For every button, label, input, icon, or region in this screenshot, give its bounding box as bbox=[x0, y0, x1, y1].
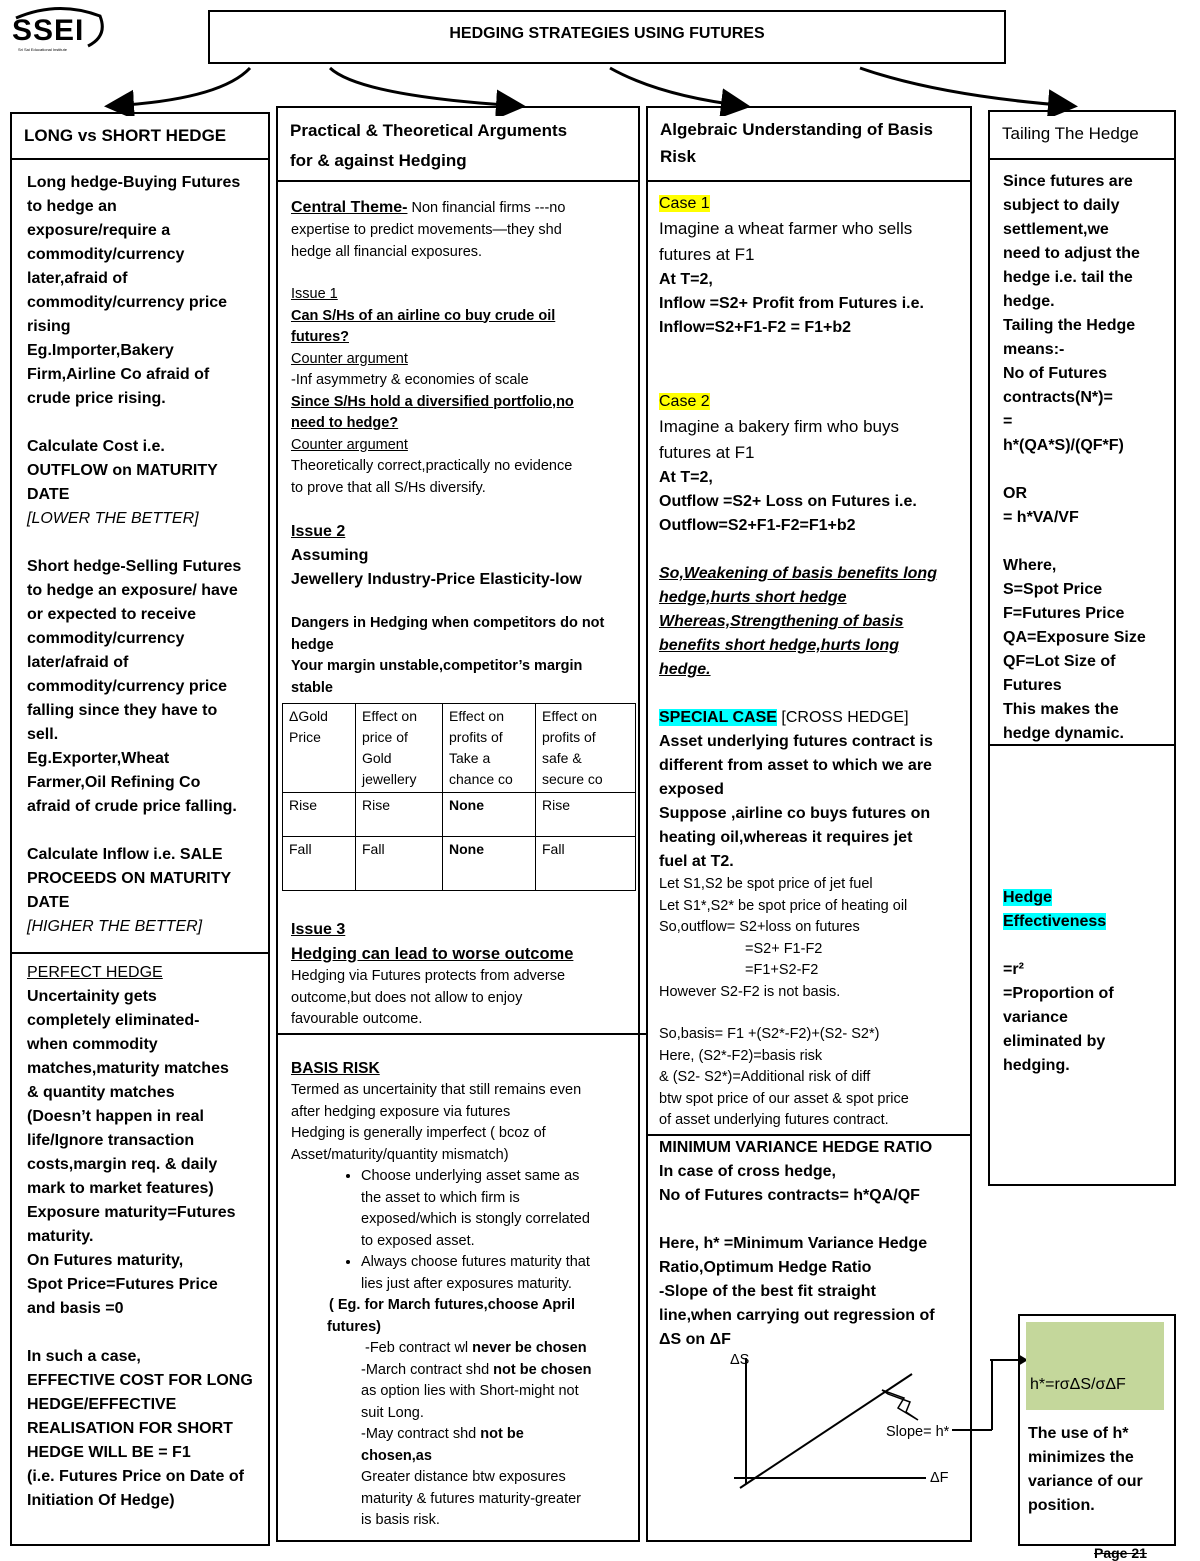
issue-2-label: Issue 2 bbox=[291, 523, 346, 540]
text-line: Asset underlying futures contract is bbox=[659, 733, 933, 750]
text-line: HEDGE/EFFECTIVE bbox=[27, 1396, 177, 1413]
text-line: hedge bbox=[291, 636, 334, 653]
counter-argument-label: Counter argument bbox=[291, 436, 408, 453]
page-number: Page 21 bbox=[1094, 1545, 1147, 1561]
text-line: Here, (S2*-F2)=basis risk bbox=[659, 1047, 823, 1064]
text-line: not be bbox=[480, 1426, 524, 1442]
divider bbox=[276, 1033, 648, 1035]
text-line: Futures bbox=[1003, 677, 1062, 694]
text-line: commodity/currency price bbox=[27, 294, 228, 311]
text-line: DATE bbox=[27, 894, 70, 911]
green-formula bbox=[1026, 1322, 1164, 1410]
text-line: Since S/Hs hold a diversified portfolio,no bbox=[291, 393, 574, 410]
text-line: No of Futures bbox=[1003, 365, 1107, 382]
text-line: exposure/require a bbox=[27, 222, 171, 239]
text-line: subject to daily bbox=[1003, 197, 1120, 214]
text-line: Firm,Airline Co afraid of bbox=[27, 366, 210, 383]
text-line: variance of our bbox=[1028, 1473, 1143, 1490]
text-line: HEDGE WILL BE = F1 bbox=[27, 1444, 191, 1461]
text-line: (Doesn’t happen in real bbox=[27, 1108, 204, 1125]
issue-3-content bbox=[291, 918, 636, 1031]
text-line: Spot Price=Futures Price bbox=[27, 1276, 218, 1293]
long-short-content bbox=[27, 171, 267, 939]
text-line: costs,margin req. & daily bbox=[27, 1156, 218, 1173]
graph-slope-label: Slope= h* bbox=[886, 1424, 950, 1440]
text-line: Outflow=S2+F1-F2=F1+b2 bbox=[659, 517, 856, 534]
text-line: stable bbox=[291, 679, 333, 696]
text-line: REALISATION FOR SHORT bbox=[27, 1420, 233, 1437]
text-line: DATE bbox=[27, 486, 70, 503]
graph-x-label: ΔF bbox=[930, 1470, 949, 1486]
text-line: Uncertainity gets bbox=[27, 988, 157, 1005]
text-line: fuel at T2. bbox=[659, 853, 734, 870]
text-line: The use of h* bbox=[1028, 1425, 1129, 1442]
text-line: when commodity bbox=[27, 1036, 158, 1053]
text-line: variance bbox=[1003, 1009, 1068, 1026]
text-line: sell. bbox=[27, 726, 59, 743]
list-item: • Always choose futures maturity that lies just after exposures maturity. bbox=[361, 1252, 636, 1295]
text-line: rising bbox=[27, 318, 71, 335]
text-line: EFFECTIVE COST FOR LONG bbox=[27, 1372, 253, 1389]
min-variance-formula: h*=rσΔS/σΔF bbox=[1030, 1376, 1126, 1393]
text-line: =S2+ F1-F2 bbox=[745, 940, 823, 957]
text-line: futures) bbox=[327, 1318, 381, 1335]
long-short-header-box bbox=[10, 112, 270, 160]
text-line: afraid of crude price falling. bbox=[27, 798, 237, 815]
text-line: Where, bbox=[1003, 557, 1057, 574]
algebra-header bbox=[648, 108, 945, 174]
text-line: PROCEEDS ON MATURITY bbox=[27, 870, 232, 887]
table-cell: Fall bbox=[356, 837, 443, 891]
table-header-cell: ΔGold Price bbox=[283, 704, 356, 793]
text-line: of asset underlying futures contract. bbox=[659, 1112, 889, 1128]
text-line: futures at F1 bbox=[659, 443, 755, 462]
tailing-header-box bbox=[988, 110, 1176, 160]
text-line: -Inf asymmetry & economies of scale bbox=[291, 372, 529, 388]
issue-3-label: Issue 3 bbox=[291, 921, 346, 938]
table-row bbox=[283, 793, 636, 837]
text-line: need to hedge? bbox=[291, 415, 399, 431]
text-line: Dangers in Hedging when competitors do not bbox=[291, 615, 605, 631]
logo bbox=[8, 6, 108, 56]
text-line: ΔS on ΔF bbox=[659, 1331, 731, 1348]
text-line: not be chosen bbox=[493, 1361, 592, 1378]
text-line: Imagine a wheat farmer who sells bbox=[659, 219, 913, 238]
text-line: minimizes the bbox=[1028, 1449, 1134, 1466]
text-line: after hedging exposure via futures bbox=[291, 1103, 511, 1120]
text-line: Ratio,Optimum Hedge Ratio bbox=[659, 1259, 872, 1276]
text-line: At T=2, bbox=[659, 469, 713, 486]
text-line: means:- bbox=[1003, 341, 1065, 358]
text-line: Outflow =S2+ Loss on Futures i.e. bbox=[659, 493, 917, 510]
text-line: Calculate Cost i.e. bbox=[27, 438, 165, 455]
text-line: suit Long. bbox=[361, 1404, 424, 1421]
text-line: Termed as uncertainity that still remains even bbox=[291, 1082, 582, 1098]
text-line: OUTFLOW on MATURITY bbox=[27, 462, 218, 479]
text-line: Inflow =S2+ Profit from Futures i.e. bbox=[659, 295, 924, 312]
text-line: different from asset to which we are bbox=[659, 757, 932, 774]
text-line: Jewellery Industry-Price Elasticity-low bbox=[291, 571, 582, 588]
text-line: F=Futures Price bbox=[1003, 605, 1125, 622]
long-short-header: LONG vs SHORT HEDGE bbox=[24, 126, 227, 145]
text-line: At T=2, bbox=[659, 271, 713, 288]
text-line: futures at F1 bbox=[659, 245, 755, 264]
text-line: Here, h* =Minimum Variance Hedge bbox=[659, 1235, 928, 1252]
text-line: commodity/currency price bbox=[27, 678, 228, 695]
text-line: btw spot price of our asset & spot price bbox=[659, 1090, 909, 1107]
text-line: heating oil,whereas it requires jet bbox=[659, 829, 913, 846]
text-line: Suppose ,airline co buys futures on bbox=[659, 805, 931, 822]
text-line: Hedging is generally imperfect ( bcoz of bbox=[291, 1125, 546, 1141]
table-cell: None bbox=[443, 793, 536, 837]
tailing-formula: h*(QA*S)/(QF*F) bbox=[1003, 437, 1124, 454]
hedge-effectiveness-title: Effectiveness bbox=[1003, 913, 1107, 930]
text-line: later/afraid of bbox=[27, 654, 129, 671]
tailing-header: Tailing The Hedge bbox=[1002, 124, 1139, 143]
perfect-hedge-content bbox=[27, 961, 267, 1513]
text-line: -Slope of the best fit straight bbox=[659, 1283, 876, 1300]
text-line: OR bbox=[1003, 485, 1027, 502]
arguments-content bbox=[291, 196, 636, 699]
text-line: Assuming bbox=[291, 547, 369, 564]
regression-graph bbox=[720, 1350, 1010, 1500]
text-line: Exposure maturity=Futures bbox=[27, 1204, 236, 1221]
title-box bbox=[208, 10, 1006, 64]
text-line: expertise to predict movements—they shd bbox=[291, 222, 562, 238]
gold-effect-table bbox=[282, 703, 636, 891]
text-line: line,when carrying out regression of bbox=[659, 1307, 935, 1324]
table-cell: Fall bbox=[536, 837, 636, 891]
text-line: Calculate Inflow i.e. SALE bbox=[27, 846, 223, 863]
table-row bbox=[283, 704, 636, 793]
tailing-content bbox=[1003, 170, 1175, 746]
text-line: Since futures are bbox=[1003, 173, 1133, 190]
text-line: =Proportion of bbox=[1003, 985, 1114, 1002]
text-line: position. bbox=[1028, 1497, 1095, 1514]
algebra-header-box bbox=[646, 106, 972, 182]
text-line: Eg.Exporter,Wheat bbox=[27, 750, 170, 767]
lightning-icon bbox=[882, 1390, 918, 1420]
text-line: So,basis= F1 +(S2*-F2)+(S2- S2*) bbox=[659, 1026, 880, 1042]
basis-risk-title: BASIS RISK bbox=[291, 1060, 380, 1077]
text-line: & quantity matches bbox=[27, 1084, 175, 1101]
page-title: HEDGING STRATEGIES USING FUTURES bbox=[449, 25, 765, 42]
table-cell: Rise bbox=[536, 793, 636, 837]
r-squared: =r² bbox=[1003, 961, 1024, 978]
arguments-header-line: for & against Hedging bbox=[290, 151, 467, 170]
text-line: & (S2- S2*)=Additional risk of diff bbox=[659, 1069, 871, 1085]
text-line: is basis risk. bbox=[361, 1512, 440, 1528]
table-header-cell: Effect on price of Gold jewellery bbox=[356, 704, 443, 793]
table-cell: Rise bbox=[356, 793, 443, 837]
text-line: This makes the bbox=[1003, 701, 1119, 718]
text-line: and basis =0 bbox=[27, 1300, 124, 1317]
arguments-header-line: Practical & Theoretical Arguments bbox=[290, 121, 568, 140]
higher-better-note: [HIGHER THE BETTER] bbox=[27, 918, 203, 935]
text-line: No of Futures contracts= h*QA/QF bbox=[659, 1187, 920, 1204]
text-line: Imagine a bakery firm who buys bbox=[659, 417, 899, 436]
text-line: Asset/maturity/quantity mismatch) bbox=[291, 1146, 509, 1163]
basis-risk-bullets bbox=[291, 1166, 636, 1295]
text-line: later,afraid of bbox=[27, 270, 128, 287]
text-line: hedge. bbox=[1003, 293, 1055, 310]
text-line: contracts(N*)= bbox=[1003, 389, 1113, 406]
text-line: ( Eg. for March futures,choose April bbox=[329, 1297, 575, 1313]
table-cell: Fall bbox=[283, 837, 356, 891]
table-header-cell: Effect on profits of safe & secure co bbox=[536, 704, 636, 793]
text-line: In such a case, bbox=[27, 1348, 141, 1365]
table-cell: Rise bbox=[283, 793, 356, 837]
text-line: as option lies with Short-might not bbox=[361, 1383, 579, 1399]
text-line: chosen,as bbox=[361, 1447, 432, 1464]
counter-argument-label: Counter argument bbox=[291, 350, 408, 367]
central-theme-text: Non financial firms ---no bbox=[407, 200, 566, 216]
text-line: to prove that all S/Hs diversify. bbox=[291, 479, 486, 496]
perfect-hedge-title: PERFECT HEDGE bbox=[27, 964, 163, 981]
logo-text: SSEI bbox=[12, 14, 85, 47]
text-line: Whereas,Strengthening of basis bbox=[659, 613, 904, 630]
algebra-header-line: Algebraic Understanding of Basis bbox=[660, 120, 933, 139]
issue-1-label: Issue 1 bbox=[291, 286, 338, 302]
table-header-cell: Effect on profits of Take a chance co bbox=[443, 704, 536, 793]
central-theme-label: Central Theme- bbox=[291, 199, 408, 216]
issue-3-title: Hedging can lead to worse outcome bbox=[291, 945, 574, 963]
text-line: maturity & futures maturity-greater bbox=[361, 1490, 581, 1507]
text-line: In case of cross hedge, bbox=[659, 1163, 836, 1180]
mvhr-content bbox=[659, 1136, 971, 1352]
tailing-formula-alt: = h*VA/VF bbox=[1003, 509, 1079, 526]
text-line: On Futures maturity, bbox=[27, 1252, 184, 1269]
hedge-effectiveness-title: Hedge bbox=[1003, 889, 1052, 906]
text-line: -Feb contract wl bbox=[365, 1340, 473, 1356]
text-line: However S2-F2 is not basis. bbox=[659, 983, 841, 1000]
text-line: hedge,hurts short hedge bbox=[659, 589, 847, 606]
text-line: to hedge an exposure/ have bbox=[27, 582, 238, 599]
text-line: commodity/currency bbox=[27, 630, 185, 647]
text-line: life/Ignore transaction bbox=[27, 1132, 195, 1149]
text-line: Tailing the Hedge bbox=[1003, 317, 1136, 334]
text-line: Farmer,Oil Refining Co bbox=[27, 774, 201, 791]
basis-risk-content bbox=[291, 1058, 636, 1532]
list-item: • Choose underlying asset same as the asset to which firm is exposed/which is stongly correlated to exposed asset. bbox=[361, 1166, 636, 1252]
text-line: or expected to receive bbox=[27, 606, 196, 623]
text-line: mark to market features) bbox=[27, 1180, 214, 1197]
text-line: hedge dynamic. bbox=[1003, 725, 1124, 742]
text-line: need to adjust the bbox=[1003, 245, 1140, 262]
text-line: hedge. bbox=[659, 661, 711, 678]
arguments-header bbox=[278, 108, 579, 180]
text-line: So,outflow= S2+loss on futures bbox=[659, 919, 860, 935]
lower-better-note: [LOWER THE BETTER] bbox=[27, 510, 199, 527]
logo-tagline: Sri Sai Educational Institute bbox=[18, 47, 67, 52]
text-line: -May contract shd bbox=[361, 1426, 481, 1442]
text-line: completely eliminated- bbox=[27, 1012, 200, 1029]
text-line: crude price rising. bbox=[27, 390, 166, 407]
text-line: [CROSS HEDGE] bbox=[776, 709, 909, 726]
text-line: (i.e. Futures Price on Date of bbox=[27, 1468, 244, 1485]
text-line: Let S1,S2 be spot price of jet fuel bbox=[659, 876, 873, 892]
text-line: hedge all financial exposures. bbox=[291, 243, 483, 260]
text-line: Short hedge-Selling Futures bbox=[27, 558, 242, 575]
arguments-header-box bbox=[276, 106, 640, 182]
special-case-label: SPECIAL CASE bbox=[659, 709, 777, 726]
text-line: Long hedge-Buying Futures bbox=[27, 174, 241, 191]
text-line: exposed bbox=[659, 781, 724, 798]
text-line: matches,maturity matches bbox=[27, 1060, 229, 1077]
text-line: to hedge an bbox=[27, 198, 117, 215]
table-row bbox=[283, 837, 636, 891]
text-line: Inflow=S2+F1-F2 = F1+b2 bbox=[659, 319, 852, 336]
text-line: QA=Exposure Size bbox=[1003, 629, 1146, 646]
text-line: hedging. bbox=[1003, 1057, 1070, 1074]
algebra-header-line: Risk bbox=[660, 147, 696, 166]
text-line: Can S/Hs of an airline co buy crude oil bbox=[291, 307, 556, 324]
text-line: maturity. bbox=[27, 1228, 94, 1245]
text-line: Eg.Importer,Bakery bbox=[27, 342, 174, 359]
text-line: So,Weakening of basis benefits long bbox=[659, 565, 937, 582]
text-line: Hedging via Futures protects from adverse bbox=[291, 968, 566, 984]
text-line: settlement,we bbox=[1003, 221, 1109, 238]
text-line: commodity/currency bbox=[27, 246, 185, 263]
algebra-content bbox=[659, 192, 971, 1132]
text-line: Let S1*,S2* be spot price of heating oil bbox=[659, 897, 908, 914]
text-line: falling since they have to bbox=[27, 702, 218, 719]
text-line: hedge i.e. tail the bbox=[1003, 269, 1133, 286]
case-1-label: Case 1 bbox=[659, 195, 710, 212]
text-line: Your margin unstable,competitor’s margin bbox=[291, 658, 583, 674]
hedge-effectiveness-content bbox=[1003, 886, 1175, 1078]
text-line: eliminated by bbox=[1003, 1033, 1106, 1050]
text-line: QF=Lot Size of bbox=[1003, 653, 1116, 670]
case-2-label: Case 2 bbox=[659, 393, 710, 410]
table-cell: None bbox=[443, 837, 536, 891]
text-line: Initiation Of Hedge) bbox=[27, 1492, 175, 1509]
text-line: Greater distance btw exposures bbox=[361, 1469, 566, 1485]
green-box-text bbox=[1028, 1422, 1174, 1518]
text-line: S=Spot Price bbox=[1003, 581, 1103, 598]
text-line: never be chosen bbox=[472, 1340, 587, 1356]
text-line: Theoretically correct,practically no evidence bbox=[291, 458, 573, 474]
text-line: favourable outcome. bbox=[291, 1011, 423, 1027]
text-line: futures? bbox=[291, 329, 349, 345]
graph-y-label: ΔS bbox=[730, 1352, 750, 1368]
text-line: outcome,but does not allow to enjoy bbox=[291, 989, 523, 1006]
text-line: -March contract shd bbox=[361, 1361, 494, 1378]
text-line: = bbox=[1003, 413, 1013, 430]
mvhr-title: MINIMUM VARIANCE HEDGE RATIO bbox=[659, 1139, 933, 1156]
text-line: =F1+S2-F2 bbox=[745, 962, 819, 978]
text-line: benefits short hedge,hurts long bbox=[659, 637, 900, 654]
